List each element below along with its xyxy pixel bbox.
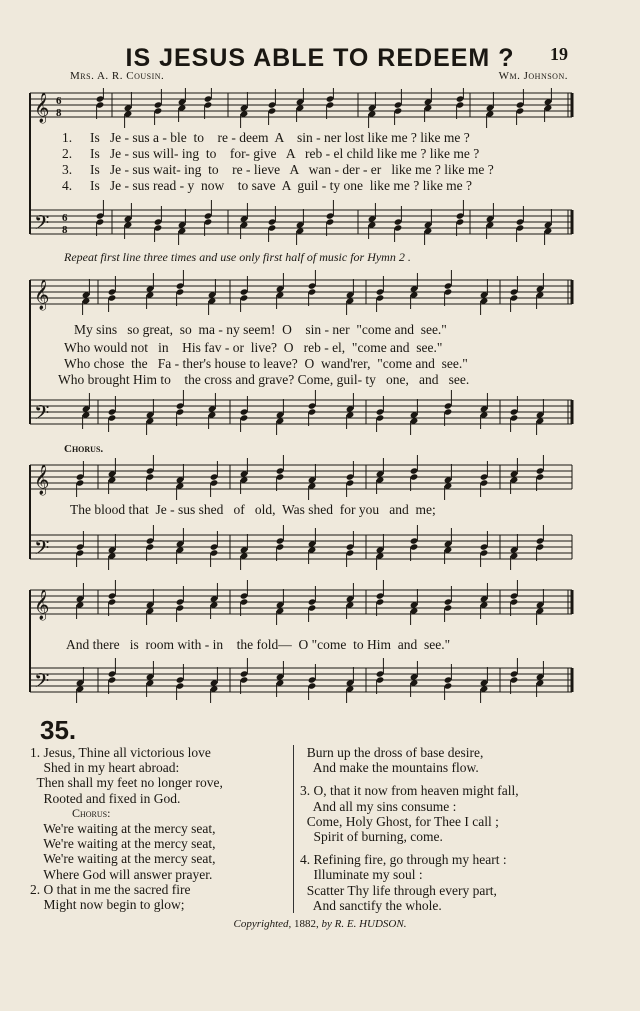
- hymn-35-left-column: [30, 745, 223, 912]
- verse-lyric: Who chose the Fa - ther's house to leave? O wand'rer, "come and see.": [64, 356, 468, 371]
- stanza-line: Illuminate my soul :: [300, 867, 423, 883]
- svg-text:𝄢: 𝄢: [34, 536, 50, 564]
- stanza-line: We're waiting at the mercy seat,: [30, 821, 216, 837]
- hymn-number: 35.: [40, 715, 77, 745]
- verse-lyric: Is Je - sus read - y now to save A guil - ty one like me ? like me ?: [90, 178, 473, 193]
- verse-number: 2.: [62, 146, 73, 161]
- chorus-lyric: The blood that Je - sus shed of old, Was shed for you and me;: [70, 502, 436, 517]
- verse-number: 3.: [62, 162, 73, 177]
- verse-lyric: Who would not in His fav - or live? O reb - el, "come and see.": [64, 340, 443, 355]
- stanza-line: Might now begin to glow;: [30, 897, 185, 913]
- svg-text:6: 6: [56, 95, 62, 107]
- stanza-line: 4. Refining fire, go through my heart :: [300, 852, 507, 868]
- chorus-heading: Chorus:: [30, 805, 111, 820]
- copyright-by: by: [321, 918, 332, 930]
- verse-number: 4.: [62, 178, 73, 193]
- copyright-year: 1882,: [294, 918, 319, 930]
- verse-lyric: Is Je - sus a - ble to re - deem A sin - ner lost like me ? like me ?: [90, 130, 470, 145]
- svg-text:𝄞: 𝄞: [34, 465, 50, 495]
- stanza-line: And all my sins consume :: [300, 798, 457, 814]
- svg-text:8: 8: [62, 224, 68, 236]
- svg-text:𝄞: 𝄞: [34, 93, 50, 123]
- stanza-line: 1. Jesus, Thine all victorious love: [30, 745, 211, 760]
- words-credit: Mrs. A. R. Cousin.: [70, 70, 165, 82]
- stanza-line: Shed in my heart abroad:: [30, 760, 180, 776]
- stanza-line: Then shall my feet no longer rove,: [30, 775, 223, 791]
- stanza-line: And sanctify the whole.: [300, 897, 442, 913]
- hymn-title: IS JESUS ABLE TO REDEEM ?: [125, 44, 515, 72]
- stanza-line: Scatter Thy life through every part,: [300, 882, 497, 898]
- stanza-line: 2. O that in me the sacred fire: [30, 881, 191, 897]
- hymn-35-right-column: [300, 745, 519, 913]
- stanza-line: We're waiting at the mercy seat,: [30, 836, 216, 852]
- stanza-line: We're waiting at the mercy seat,: [30, 851, 216, 867]
- stanza-line: And make the mountains flow.: [300, 760, 479, 776]
- svg-text:6: 6: [62, 212, 68, 224]
- repeat-instruction: Repeat first line three times and use only first half of music for Hymn 2 .: [64, 250, 411, 264]
- stanza-line: Burn up the dross of base desire,: [300, 745, 484, 760]
- copyright-prefix: Copyrighted,: [233, 918, 292, 930]
- verse-lyric: Is Je - sus will- ing to for- give A reb - el child like me ? like me ?: [90, 146, 480, 161]
- copyright-name: R. E. HUDSON.: [334, 918, 407, 930]
- stanza-line: Rooted and fixed in God.: [30, 790, 181, 806]
- svg-text:𝄢: 𝄢: [34, 669, 50, 697]
- stanza-spacer: [300, 775, 519, 783]
- copyright-notice: [0, 918, 640, 930]
- stanza-line: Where God will answer prayer.: [30, 866, 213, 882]
- stanza-line: 3. O, that it now from heaven might fall,: [300, 783, 519, 799]
- svg-text:𝄢: 𝄢: [34, 401, 50, 429]
- svg-text:𝄞: 𝄞: [34, 590, 50, 620]
- music-credit: Wm. Johnson.: [498, 70, 568, 82]
- verse-lyric: My sins so great, so ma - ny seem! O sin - ner "come and see.": [74, 322, 447, 337]
- page-number: 19: [550, 44, 568, 64]
- verse-lyric: Who brought Him to the cross and grave? Come, guil- ty one, and see.: [58, 372, 470, 387]
- svg-text:𝄞: 𝄞: [34, 280, 50, 310]
- stanza-line: Come, Holy Ghost, for Thee I call ;: [300, 813, 499, 829]
- stanza-line: Spirit of burning, come.: [300, 829, 443, 845]
- chorus-label: Chorus.: [64, 443, 104, 455]
- column-divider: [293, 745, 294, 913]
- verse-number: 1.: [62, 130, 73, 145]
- svg-text:𝄢: 𝄢: [34, 211, 50, 239]
- verse-lyric: Is Je - sus wait- ing to re - lieve A wan - der - er like me ? like me ?: [90, 162, 494, 177]
- stanza-spacer: [300, 844, 519, 852]
- svg-text:8: 8: [56, 107, 62, 119]
- chorus-lyric: And there is room with - in the fold— O "come to Him and see.": [66, 637, 451, 652]
